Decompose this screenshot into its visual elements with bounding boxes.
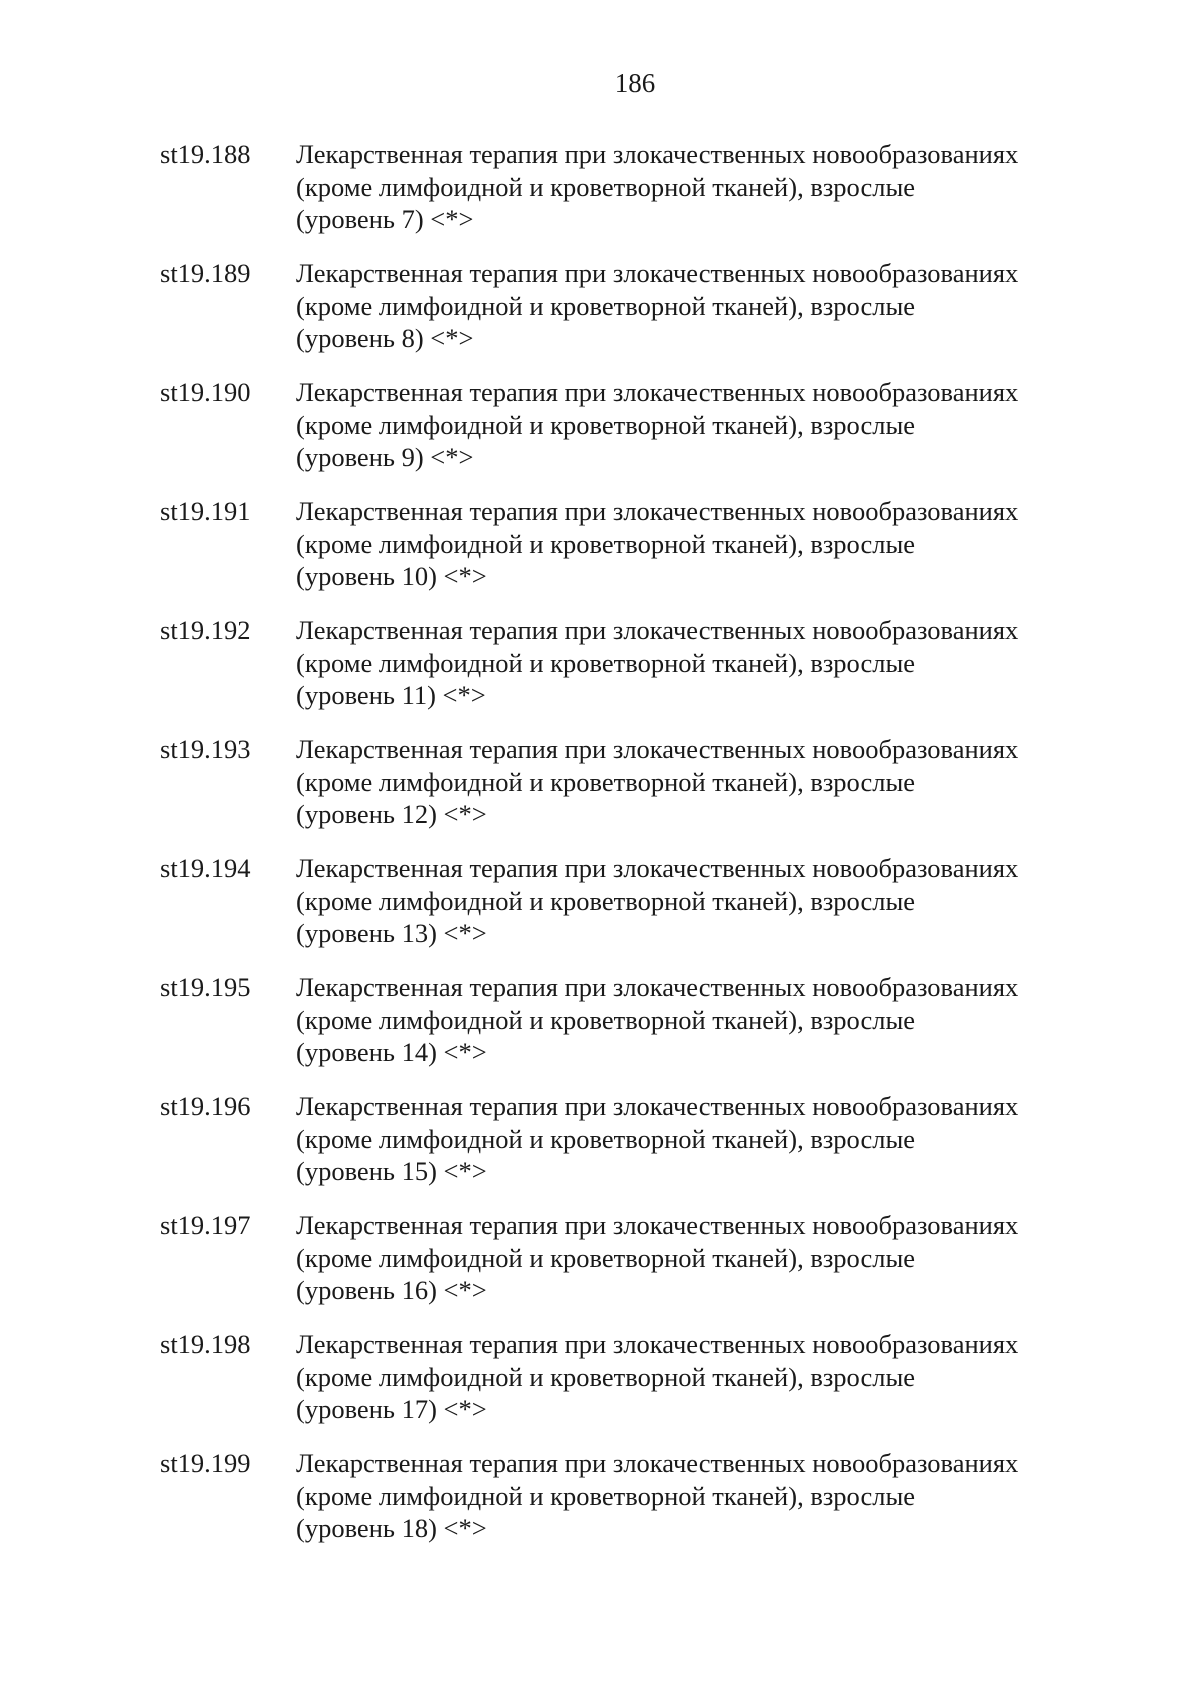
entry-description-line: (уровень 7) <*> <box>296 204 474 234</box>
page-number: 186 <box>614 68 656 98</box>
entry-description-line: (кроме лимфоидной и кроветворной тканей), взрослые <box>296 885 916 916</box>
entry-description-line: (уровень 10) <*> <box>296 561 487 591</box>
entry-description-line: Лекарственная терапия при злокачественных новообразованиях <box>296 1210 1019 1240</box>
entry-description-line: Лекарственная терапия при злокачественных новообразованиях <box>296 615 1019 645</box>
entry <box>160 733 1100 852</box>
entry-description-line: (кроме лимфоидной и кроветворной тканей), взрослые <box>296 647 916 678</box>
entry-description <box>296 376 1100 495</box>
entry-description-line: Лекарственная терапия при злокачественных новообразованиях <box>296 1091 1019 1121</box>
entry-code: st19.198 <box>160 1329 251 1359</box>
entry <box>160 1209 1100 1328</box>
entry-description-line: (кроме лимфоидной и кроветворной тканей), взрослые <box>296 171 916 202</box>
entry-description <box>296 733 1100 852</box>
entry-description-line: (кроме лимфоидной и кроветворной тканей), взрослые <box>296 766 916 797</box>
entry <box>160 376 1100 495</box>
entry-description-line: Лекарственная терапия при злокачественных новообразованиях <box>296 496 1019 526</box>
entry-description <box>296 614 1100 733</box>
entry-description <box>296 852 1100 971</box>
entry <box>160 1328 1100 1447</box>
entry-description <box>296 257 1100 376</box>
entry-description-line: (уровень 18) <*> <box>296 1513 487 1543</box>
entry-description-line: Лекарственная терапия при злокачественных новообразованиях <box>296 1329 1019 1359</box>
entry <box>160 257 1100 376</box>
entry-description-line: (кроме лимфоидной и кроветворной тканей), взрослые <box>296 1004 916 1035</box>
entry-description-line: (уровень 9) <*> <box>296 442 474 472</box>
entry-description-line: (уровень 12) <*> <box>296 799 487 829</box>
entry-description-line: Лекарственная терапия при злокачественных новообразованиях <box>296 853 1019 883</box>
entry-code: st19.191 <box>160 496 251 526</box>
entry-description-line: (уровень 16) <*> <box>296 1275 487 1305</box>
entry-description-line: Лекарственная терапия при злокачественных новообразованиях <box>296 734 1019 764</box>
entry-code: st19.188 <box>160 139 251 169</box>
entry-code: st19.190 <box>160 377 251 407</box>
entry <box>160 138 1100 257</box>
entry <box>160 614 1100 733</box>
entry-description <box>296 1447 1100 1566</box>
entry <box>160 1447 1100 1566</box>
entry-description <box>296 971 1100 1090</box>
entry-description-line: (кроме лимфоидной и кроветворной тканей), взрослые <box>296 1123 916 1154</box>
entry-description-line: (уровень 17) <*> <box>296 1394 487 1424</box>
entry-list <box>160 138 1100 1566</box>
entry-description <box>296 138 1100 257</box>
entry-description-line: (кроме лимфоидной и кроветворной тканей), взрослые <box>296 290 916 321</box>
entry <box>160 495 1100 614</box>
entry-code: st19.194 <box>160 853 251 883</box>
entry-description-line: (уровень 11) <*> <box>296 680 486 710</box>
entry-description-line: (кроме лимфоидной и кроветворной тканей), взрослые <box>296 409 916 440</box>
entry-code: st19.192 <box>160 615 251 645</box>
entry-description <box>296 1328 1100 1447</box>
entry <box>160 971 1100 1090</box>
entry-description <box>296 1209 1100 1328</box>
entry-code: st19.195 <box>160 972 251 1002</box>
entry-code: st19.196 <box>160 1091 251 1121</box>
entry-code: st19.189 <box>160 258 251 288</box>
entry-code: st19.199 <box>160 1448 251 1478</box>
entry-code: st19.197 <box>160 1210 251 1240</box>
entry-description-line: (уровень 14) <*> <box>296 1037 487 1067</box>
entry-description-line: (кроме лимфоидной и кроветворной тканей), взрослые <box>296 1480 916 1511</box>
entry-description-line: Лекарственная терапия при злокачественных новообразованиях <box>296 377 1019 407</box>
entry-description-line: Лекарственная терапия при злокачественных новообразованиях <box>296 972 1019 1002</box>
entry-description-line: (уровень 8) <*> <box>296 323 474 353</box>
entry-description-line: Лекарственная терапия при злокачественных новообразованиях <box>296 1448 1019 1478</box>
entry <box>160 852 1100 971</box>
entry <box>160 1090 1100 1209</box>
entry-description <box>296 1090 1100 1209</box>
entry-description-line: (уровень 15) <*> <box>296 1156 487 1186</box>
entry-description-line: (уровень 13) <*> <box>296 918 487 948</box>
entry-description-line: (кроме лимфоидной и кроветворной тканей), взрослые <box>296 1242 916 1273</box>
entry-description-line: (кроме лимфоидной и кроветворной тканей), взрослые <box>296 1361 916 1392</box>
entry-description <box>296 495 1100 614</box>
entry-description-line: Лекарственная терапия при злокачественных новообразованиях <box>296 258 1019 288</box>
entry-description-line: Лекарственная терапия при злокачественных новообразованиях <box>296 139 1019 169</box>
entry-description-line: (кроме лимфоидной и кроветворной тканей), взрослые <box>296 528 916 559</box>
entry-code: st19.193 <box>160 734 251 764</box>
